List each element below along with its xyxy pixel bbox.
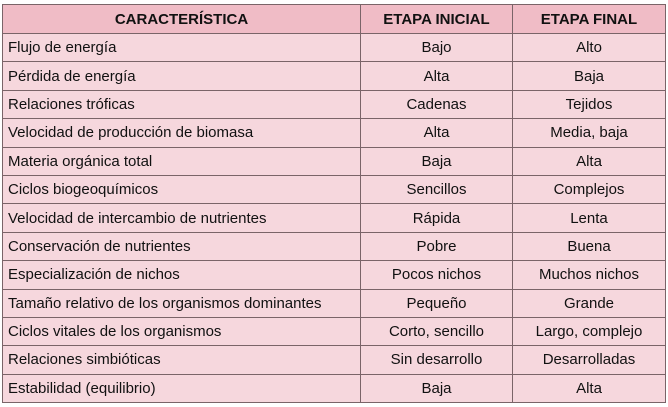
initial-stage-cell: Baja (361, 147, 513, 175)
final-stage-cell: Media, baja (513, 119, 666, 147)
final-stage-cell: Tejidos (513, 90, 666, 118)
table-row (3, 232, 666, 260)
table-row (3, 261, 666, 289)
final-stage-cell: Alta (513, 147, 666, 175)
initial-stage-cell: Pequeño (361, 289, 513, 317)
table-row (3, 289, 666, 317)
table-row (3, 90, 666, 118)
characteristic-cell: Relaciones simbióticas (3, 346, 361, 374)
final-stage-cell: Largo, complejo (513, 317, 666, 345)
final-stage-cell: Muchos nichos (513, 261, 666, 289)
initial-stage-cell: Bajo (361, 34, 513, 62)
table-body (3, 34, 666, 403)
table-row (3, 175, 666, 203)
characteristic-cell: Pérdida de energía (3, 62, 361, 90)
characteristic-cell: Ciclos biogeoquímicos (3, 175, 361, 203)
table-row (3, 317, 666, 345)
characteristic-cell: Ciclos vitales de los organismos (3, 317, 361, 345)
table-row (3, 374, 666, 402)
initial-stage-cell: Alta (361, 119, 513, 147)
table-row (3, 34, 666, 62)
initial-stage-cell: Sencillos (361, 175, 513, 203)
table-row (3, 204, 666, 232)
initial-stage-cell: Pobre (361, 232, 513, 260)
characteristic-cell: Especialización de nichos (3, 261, 361, 289)
characteristic-cell: Velocidad de intercambio de nutrientes (3, 204, 361, 232)
characteristic-cell: Materia orgánica total (3, 147, 361, 175)
final-stage-cell: Alto (513, 34, 666, 62)
comparison-table-container (2, 4, 665, 403)
initial-stage-cell: Cadenas (361, 90, 513, 118)
header-etapa-final: ETAPA FINAL (513, 5, 666, 34)
initial-stage-cell: Sin desarrollo (361, 346, 513, 374)
characteristic-cell: Estabilidad (equilibrio) (3, 374, 361, 402)
table-row (3, 346, 666, 374)
characteristic-cell: Relaciones tróficas (3, 90, 361, 118)
final-stage-cell: Desarrolladas (513, 346, 666, 374)
table-row (3, 62, 666, 90)
header-caracteristica: CARACTERÍSTICA (3, 5, 361, 34)
final-stage-cell: Alta (513, 374, 666, 402)
initial-stage-cell: Alta (361, 62, 513, 90)
final-stage-cell: Complejos (513, 175, 666, 203)
succession-stages-table (2, 4, 666, 403)
initial-stage-cell: Baja (361, 374, 513, 402)
final-stage-cell: Grande (513, 289, 666, 317)
initial-stage-cell: Corto, sencillo (361, 317, 513, 345)
table-row (3, 119, 666, 147)
characteristic-cell: Flujo de energía (3, 34, 361, 62)
table-header-row (3, 5, 666, 34)
final-stage-cell: Lenta (513, 204, 666, 232)
final-stage-cell: Baja (513, 62, 666, 90)
initial-stage-cell: Rápida (361, 204, 513, 232)
final-stage-cell: Buena (513, 232, 666, 260)
header-etapa-inicial: ETAPA INICIAL (361, 5, 513, 34)
characteristic-cell: Conservación de nutrientes (3, 232, 361, 260)
initial-stage-cell: Pocos nichos (361, 261, 513, 289)
table-row (3, 147, 666, 175)
characteristic-cell: Tamaño relativo de los organismos dominantes (3, 289, 361, 317)
characteristic-cell: Velocidad de producción de biomasa (3, 119, 361, 147)
